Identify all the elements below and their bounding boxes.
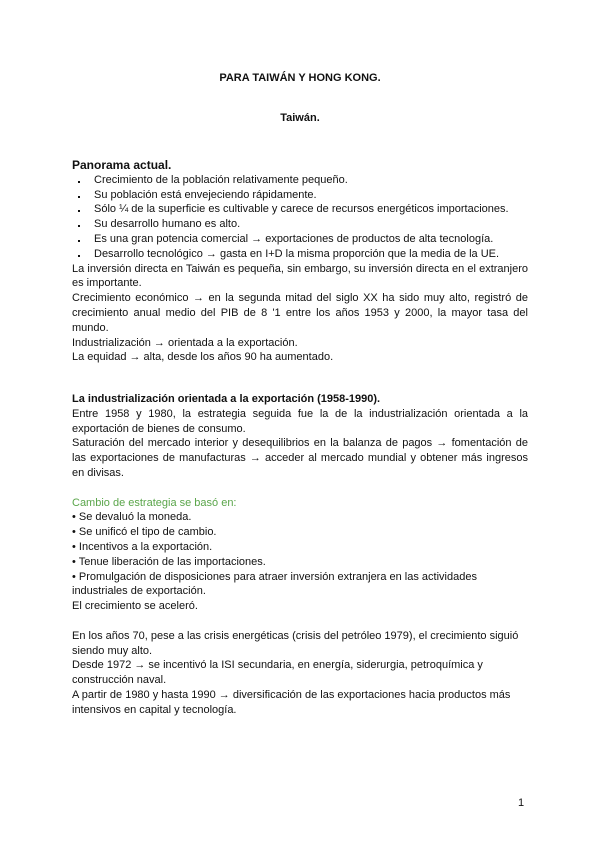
paragraph: La inversión directa en Taiwán es pequeña, sin embargo, su inversión directa en el extranjero es importante. (72, 262, 528, 290)
list-item: Es una gran potencia comercial → exportaciones de productos de alta tecnología. (72, 232, 528, 247)
strategy-heading: Cambio de estrategia se basó en: (72, 496, 237, 509)
paragraph: Desde 1972 → se incentivó la ISI secundaria, en energía, siderurgia, petroquímica y construcción naval. (72, 659, 483, 687)
paragraph: Crecimiento económico → en la segunda mitad del siglo XX ha sido muy alto, registró de crecimiento anual medio del PIB de 8 '1 entre los años 1953 y 2000, la mayor tasa del mundo. (72, 292, 528, 334)
page-number: 1 (518, 797, 525, 809)
paragraph: El crecimiento se aceleró. (72, 600, 198, 613)
paragraph: Entre 1958 y 1980, la estrategia seguida fue la de la industrialización orientada a la exportación de bienes de consumo. (72, 407, 528, 435)
document-subtitle: Taiwán. (280, 112, 320, 124)
paragraph: Saturación del mercado interior y desequilibrios en la balanza de pagos → fomentación de las exportaciones de manufacturas → acceder al mercado mundial y obtener más ingresos en divisas. (72, 437, 528, 479)
list-item: Su población está envejeciendo rápidamente. (72, 188, 528, 203)
paragraph: Industrialización → orientada a la exportación. (72, 336, 298, 349)
list-item: • Incentivos a la exportación. (72, 540, 213, 553)
section-heading: La industrialización orientada a la exportación (1958-1990). (72, 393, 381, 405)
list-item: • Tenue liberación de las importaciones. (72, 555, 266, 568)
paragraph: La equidad → alta, desde los años 90 ha aumentado. (72, 351, 334, 364)
list-item: • Se unificó el tipo de cambio. (72, 526, 217, 539)
list-item: Crecimiento de la población relativamente pequeño. (72, 173, 528, 188)
section-panorama (72, 158, 528, 365)
list-item: Su desarrollo humano es alto. (72, 217, 528, 232)
list-item: Sólo ¼ de la superficie es cultivable y carece de recursos energéticos importaciones. (72, 202, 528, 217)
paragraph: En los años 70, pese a las crisis energéticas (crisis del petróleo 1979), el crecimiento siguió siendo muy alto. (72, 629, 519, 657)
section-heading: Panorama actual. (72, 158, 172, 172)
list-item: Desarrollo tecnológico → gasta en I+D la misma proporción que la media de la UE. (72, 247, 528, 262)
section-industrializacion (72, 392, 528, 718)
list-item: • Se devaluó la moneda. (72, 511, 192, 524)
list-item: • Promulgación de disposiciones para atraer inversión extranjera en las actividades industriales de exportación. (72, 570, 477, 598)
document-title: PARA TAIWÁN Y HONG KONG. (219, 72, 381, 84)
bullet-list (72, 173, 528, 262)
paragraph: A partir de 1980 y hasta 1990 → diversificación de las exportaciones hacia productos más intensivos en capital y tecnología. (72, 688, 511, 716)
